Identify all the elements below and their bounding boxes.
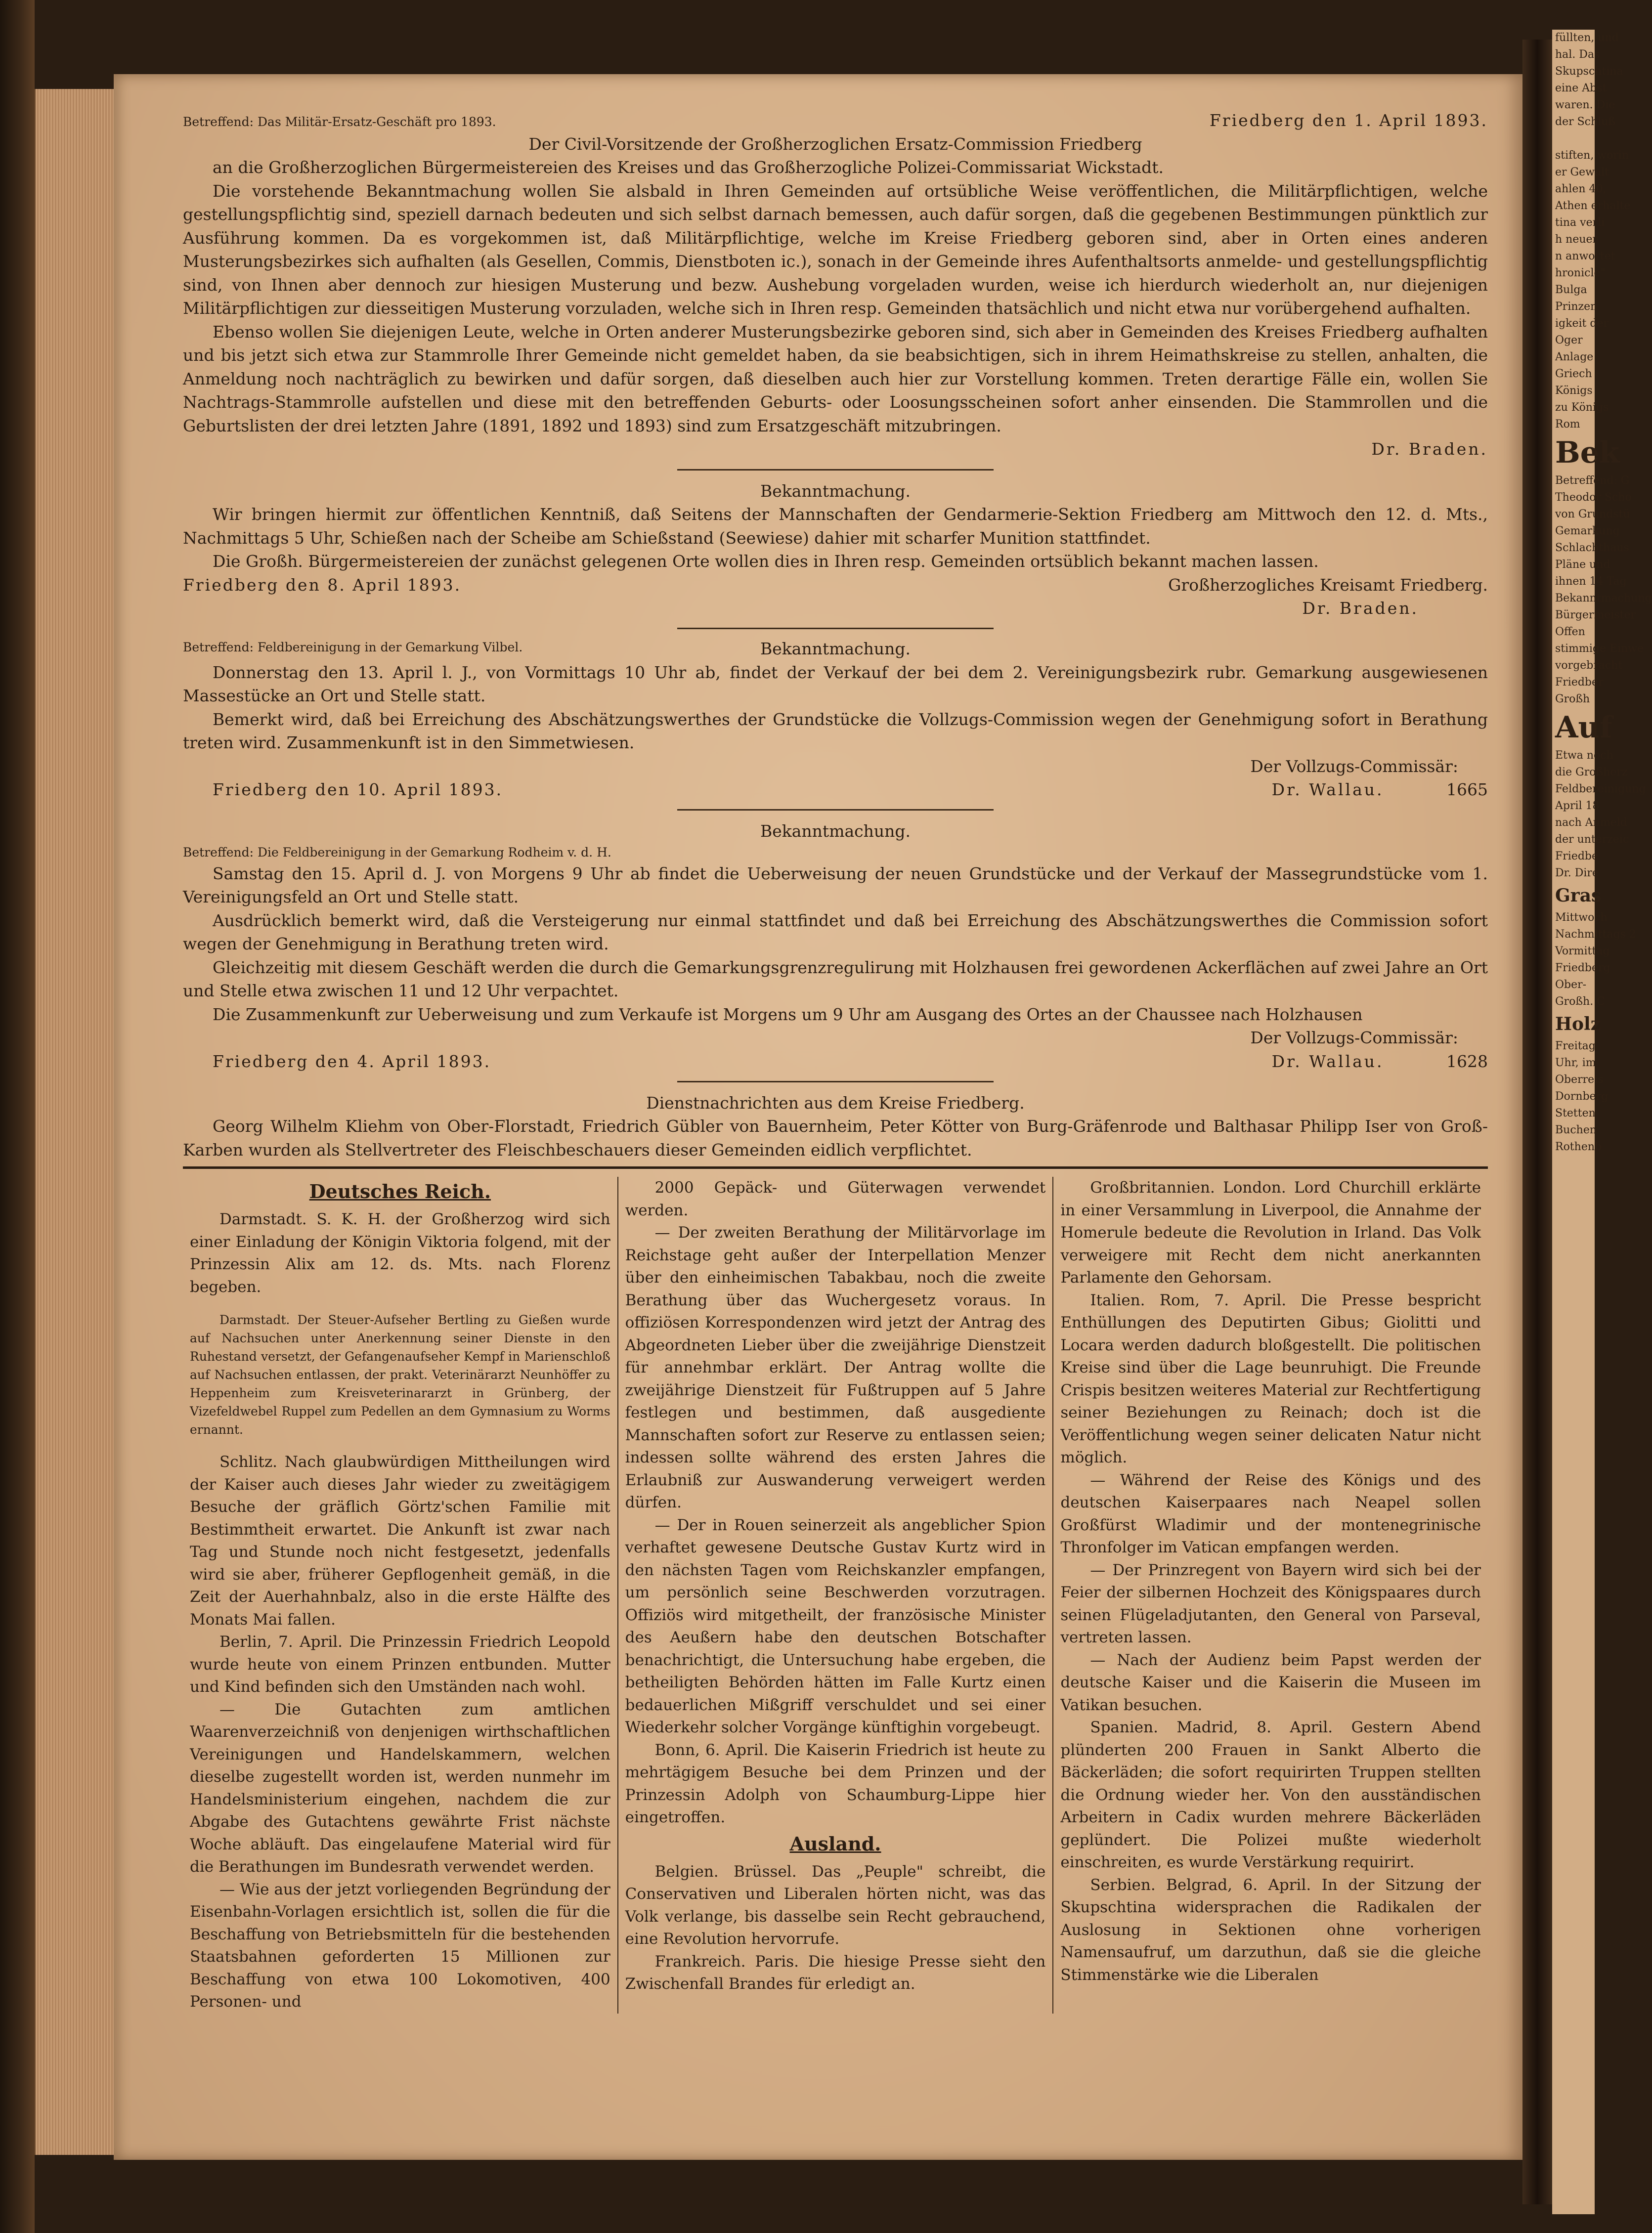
adjacent-heading: Bek	[1555, 435, 1620, 470]
adjacent-text-line: eine Abst	[1555, 82, 1607, 94]
betreff-line: Betreffend: Das Militär-Ersatz-Geschäft pro 1893.	[183, 115, 496, 129]
adjacent-text-line: er Gewalt	[1555, 166, 1609, 178]
adjacent-heading: Auf	[1555, 710, 1612, 745]
adjacent-text-line: von Grundstü	[1555, 508, 1630, 520]
notice4-title: Bekanntmachung.	[760, 821, 911, 841]
notice1-addressee: Der Civil-Vorsitzende der Großherzoglichen Ersatz-Commission Friedberg	[528, 134, 1142, 154]
notice2-text: Wir bringen hiermit zur öffentlichen Kenntniß, daß Seitens der Mannschaften der Gendarmerie-Sektion Friedberg am Mittwoch den 12. d. Mts., Nachmittags 5 Uhr, Schießen nach der Scheibe am Schießstand (Seewiese) dahier mit scharfer Munition stattfindet.	[183, 505, 1488, 548]
adjacent-text-line: Großh	[1555, 693, 1590, 705]
notice4-betreff: Betreffend: Die Feldbereinigung in der Gemarkung Rodheim v. d. H.	[183, 845, 611, 859]
separator-rule	[677, 1081, 994, 1082]
adjacent-text-line: Anlage	[1555, 351, 1594, 363]
adjacent-text-line: Königs	[1555, 385, 1593, 397]
adjacent-text-line: Pläne und	[1555, 558, 1610, 571]
news-item: — Nach der Audienz beim Papst werden der deutsche Kaiser und die Kaiserin die Museen im Vatikan besuchen.	[1060, 1651, 1481, 1714]
page-stack-edge	[35, 89, 125, 2155]
notice3-text-2: Bemerkt wird, daß bei Erreichung des Abschätzungswerthes der Grundstücke die Vollzugs-Commission wegen der Genehmigung sofort in Berathung treten wird. Zusammenkunft ist in den Simmetwiesen.	[183, 709, 1488, 752]
adjacent-text-line	[1552, 130, 1595, 147]
column-section-divider	[183, 1166, 1488, 1169]
notice4-authority: Der Vollzugs-Commissär:	[1250, 1028, 1458, 1047]
news-item: Italien. Rom, 7. April. Die Presse bespricht Enthüllungen des Deputirten Gibus; Giolitti und Locara werden dadurch bloßgestellt. Die politischen Kreise sind über die Lage beunruhigt. Die Freunde Crispis besitzen weiteres Material zur Rechtfertigung seiner Beziehungen zu Reinach; doch ist die Veröffentlichung wegen seiner delicaten Natur nicht möglich.	[1060, 1291, 1481, 1466]
separator-rule	[677, 809, 994, 811]
adjacent-text-line: hal. Das	[1555, 48, 1600, 61]
notice2-date: Friedberg den 8. April 1893.	[183, 575, 462, 595]
news-item: — Wie aus der jetzt vorliegenden Begründung der Eisenbahn-Vorlagen ersichtlich ist, sollen die für die Beschaffung von Betriebsmitteln für die bestehenden Staatsbahnen geforderten 15 Millionen zur Beschaffung von etwa 100 Lokomotiven, 400 Personen- und	[190, 1880, 610, 2011]
notice4-text-2: Ausdrücklich bemerkt wird, daß die Versteigerung nur einmal stattfindet und daß bei Erreichung des Abschätzungswerthes die Commission sofort wegen der Genehmigung in Berathung treten wird.	[183, 910, 1488, 953]
adjacent-text-line: h neuer	[1555, 233, 1598, 246]
adjacent-text-line: Friedbe	[1555, 850, 1599, 862]
notice2-signature-row	[183, 573, 1488, 597]
adjacent-text-line: Vormittag	[1555, 945, 1610, 957]
news-item: — Der Prinzregent von Bayern wird sich bei der Feier der silbernen Hochzeit des Königspaares durch seinen Flügeladjutanten, den General von Parseval, vertreten lassen.	[1060, 1561, 1481, 1646]
notice3-signature-row	[183, 778, 1488, 801]
notice4-text-3: Gleichzeitig mit diesem Geschäft werden die durch die Gemarkungsgrenzregulirung mit Holzhausen frei gewordenen Ackerflächen auf zwei Jahre an Ort und Stelle etwa zwischen 11 und 12 Uhr verpachtet.	[183, 957, 1488, 1000]
adjacent-text-line: Dornberg	[1555, 1090, 1609, 1103]
notice4-date: Friedberg den 4. April 1893.	[213, 1051, 491, 1071]
adjacent-text-block	[1552, 1038, 1609, 1156]
adjacent-text-line: Nachmittags 2	[1555, 928, 1636, 941]
adjacent-text-line: Großh. C	[1555, 995, 1606, 1008]
notice2-text-2: Die Großh. Bürgermeistereien der zunächst gelegenen Orte wollen dies in Ihren resp. Gemeinden ortsüblich bekannt machen lassen.	[213, 552, 1319, 571]
adjacent-text-line: Griech	[1555, 368, 1592, 380]
adjacent-text-line: Stetten	[1555, 1107, 1596, 1119]
news-item: — Während der Reise des Königs und des deutschen Kaiserpaares nach Neapel sollen Großfürst Wladimir und der montenegrinische Thronfolger im Vatican empfangen werden.	[1060, 1471, 1481, 1556]
adjacent-text-line: Schlachthaus	[1555, 542, 1629, 554]
news-item: — Die Gutachten zum amtlichen Waarenverzeichniß von denjenigen wirthschaftlichen Vereinigungen und Handelskammern, welchen dieselbe zugestellt worden ist, werden nunmehr im Handelsministerium eingehen, nachdem die zur Abgabe des Gutachtens gewährte Frist nächste Woche abläuft. Das eingelaufene Material wird für die Berathungen im Bundesrath verwendet werden.	[190, 1700, 610, 1876]
adjacent-text-line: Offen	[1555, 626, 1585, 638]
news-item: Bonn, 6. April. Die Kaiserin Friedrich ist heute zu mehrtägigem Besuche bei dem Prinzen und der Prinzessin Adolph von Schaumburg-Lippe hier eingetroffen.	[625, 1741, 1046, 1826]
notice2-title: Bekanntmachung.	[760, 481, 911, 501]
adjacent-text-line: Gemarkung	[1555, 525, 1620, 537]
adjacent-text-line: waren. Die	[1555, 99, 1615, 111]
adjacent-text-line: stiften, worin	[1555, 149, 1629, 162]
adjacent-text-line: Friedberg	[1555, 962, 1610, 974]
adjacent-text-line: Oberreis	[1555, 1074, 1604, 1086]
header-line	[183, 109, 1488, 132]
adjacent-text-line: Mittwoch	[1555, 911, 1608, 924]
adjacent-text-line: zu Königs	[1555, 401, 1609, 414]
news-item: Großbritannien. London. Lord Churchill erklärte in einer Versammlung in Liverpool, die Annahme der Homerule bedeute die Revolution in Irland. Das Volk verweigere mit Recht dem nicht anerkannten Parlamente den Gehorsam.	[1060, 1179, 1481, 1287]
news-column-3	[1053, 1177, 1488, 2014]
dateline: Friedberg den 1. April 1893.	[1209, 111, 1488, 130]
news-item: 2000 Gepäck- und Güterwagen verwendet werden.	[625, 1179, 1046, 1219]
adjacent-text-line: tina verli	[1555, 216, 1605, 229]
notice3-text: Donnerstag den 13. April l. J., von Vormittags 10 Uhr ab, findet der Verkauf der bei dem 2. Vereinigungsbezirk rubr. Gemarkung ausgewiesenen Massestücke an Ort und Stelle statt.	[183, 662, 1488, 705]
notice2-signature: Dr. Braden.	[1302, 598, 1419, 618]
adjacent-text-line: Skupschtina	[1555, 65, 1623, 78]
adjacent-text-line: n anwortet	[1555, 250, 1615, 262]
adjacent-text-line: der Schluß	[1555, 116, 1616, 128]
news-item: — Der in Rouen seinerzeit als angeblicher Spion verhaftet gewesene Deutsche Gustav Kurtz wird in den nächsten Tagen vom Reichskanzler empfangen, um persönlich seine Beschwerden vorzutragen. Offiziös wird mitgetheilt, der französische Minister des Aeußern habe den deutschen Botschafter benachrichtigt, die Untersuchung habe ergeben, die betheiligten Behörden hätten im Falle Kurtz einen bedauerlichen Mißgriff verschuldet und sei einer Wiederkehr solcher Vorgänge künftighin vorgebeugt.	[625, 1516, 1046, 1736]
news-item: Belgien. Brüssel. Das „Peuple" schreibt, die Conservativen und Liberalen hörten nicht, was das Volk verlange, bis dasselbe sein Recht gebrauchend, eine Revolution hervorrufe.	[625, 1862, 1046, 1948]
news-item: Spanien. Madrid, 8. April. Gestern Abend plünderten 200 Frauen in Sankt Alberto die Bäckerläden; die sofort requirirten Truppen stellten die Ordnung wieder her. Von den ausständischen Arbeitern in Cadix wurden mehrere Bäckerläden geplündert. Die Polizei mußte wiederholt einschreiten, es wurde Verstärkung requirirt.	[1060, 1718, 1481, 1871]
adjacent-text-line: ihnen 14 Tag	[1555, 575, 1627, 588]
news-item: Frankreich. Paris. Die hiesige Presse sieht den Zwischenfall Brandes für erledigt an.	[625, 1952, 1046, 1993]
page-content	[183, 109, 1488, 2014]
news-column-1	[183, 1177, 618, 2014]
adjacent-text-block	[1552, 909, 1636, 1010]
adjacent-heading: Gras	[1555, 885, 1602, 906]
separator-rule	[677, 469, 994, 471]
adjacent-text-line: April 18	[1555, 800, 1600, 812]
adjacent-text-line: Bürgermeister	[1555, 609, 1636, 621]
section-title-ausland: Ausland.	[789, 1832, 881, 1855]
adjacent-page-fragment	[1552, 30, 1652, 2214]
separator-rule	[677, 628, 994, 629]
news-item: — Der zweiten Berathung der Militärvorlage im Reichstage geht außer der Interpellation Menzer über den einheimischen Tabakbau, noch die zweite Berathung über das Wuchergesetz voraus. In offiziösen Korrespondenzen wird jetzt der Antrag des Abgeordneten Lieber über die zweijährige Dienstzeit für annehmbar erklärt. Der Antrag wollte die zweijährige Dienstzeit für Fußtruppen auf 5 Jahre festlegen und bestimmen, daß ausgediente Mannschaften sofort zur Reserve zu entlassen seien; indessen sollte während des ersten Jahres die Erlaubniß zur Auswanderung verweigert werden dürfen.	[625, 1224, 1046, 1511]
section-title-deutsches-reich: Deutsches Reich.	[309, 1180, 491, 1202]
notice1-paragraph-2: Ebenso wollen Sie diejenigen Leute, welche in Orten anderer Musterungsbezirke geboren sind, sich aber in Gemeinden des Kreises Friedberg aufhalten und bis jetzt sich etwa zur Stammrolle Ihrer Gemeinde nicht gemeldet haben, da sie beabsichtigen, sich in ihrem Heimathskreise zu stellen, anhalten, die Anmeldung noch nachträglich zu bewirken und dafür sorgen, daß dieselben auch hier zur Vorstellung kommen. Treten derartige Fälle ein, wollen Sie Nachtrags-Stammrolle aufstellen und diese mit den betreffenden Geburts- oder Loosungsscheinen sofort anher einsenden. Die Stammrollen und die Geburtslisten der drei letzten Jahre (1891, 1892 und 1893) sind zum Ersatzgeschäft mitzubringen.	[183, 322, 1488, 435]
notice4-signature-row	[183, 1050, 1488, 1073]
news-item: Darmstadt. Der Steuer-Aufseher Bertling zu Gießen wurde auf Nachsuchen unter Anerkennung seiner Dienste in den Ruhestand versetzt, der Gefangenaufseher Kempf in Marienschloß auf Nachsuchen entlassen, der prakt. Veterinärarzt Neunhöffer zu Heppenheim zum Kreisveterinararzt in Grünberg, der Vizefeldwebel Ruppel zum Pedellen an dem Gymnasium zu Worms ernannt.	[190, 1313, 610, 1437]
adjacent-text-line: vorgebracht	[1555, 659, 1623, 672]
adjacent-text-line: Buchen	[1555, 1124, 1597, 1136]
news-item: Schlitz. Nach glaubwürdigen Mittheilungen wird der Kaiser auch dieses Jahr wieder zu zweitägigem Besuche der gräflich Görtz'schen Familie mit Bestimmtheit erwartet. Die Ankunft ist zwar nach Tag und Stunde noch nicht festgesetzt, jedenfalls wird sie aber, früherer Gepflogenheit gemäß, in die Zeit der Auerhahnbalz, also in die erste Hälfte des Monats Mai fallen.	[190, 1453, 610, 1629]
notice5-text: Georg Wilhelm Kliehm von Ober-Florstadt, Friedrich Gübler von Bauernheim, Peter Kötter von Burg-Gräfenrode und Balthasar Philipp Iser von Groß-Karben wurden als Stellvertreter des Fleischbeschauers dieser Gemeinden eidlich verpflichtet.	[183, 1116, 1488, 1159]
adjacent-text-line: Rothenb	[1555, 1141, 1602, 1153]
notice3-authority: Der Vollzugs-Commissär:	[1250, 756, 1458, 776]
adjacent-text-line: Etwa noch	[1555, 749, 1613, 762]
news-item: Berlin, 7. April. Die Prinzessin Friedrich Leopold wurde heute von einem Prinzen entbunden. Mutter und Kind befinden sich den Umständen nach wohl.	[190, 1633, 610, 1696]
adjacent-text-line: Uhr, im	[1555, 1057, 1596, 1069]
notice3-betreff: Betreffend: Feldbereinigung in der Gemarkung Vilbel.	[183, 640, 523, 654]
adjacent-text-line: Bekanntmachung	[1555, 592, 1652, 604]
adjacent-text-line: stimmige Einwe	[1555, 643, 1644, 655]
book-gutter	[1522, 40, 1552, 2204]
adjacent-text-line: nach Anmeld	[1555, 816, 1627, 829]
book-binding	[0, 0, 35, 2233]
adjacent-text-line: Friedber	[1555, 676, 1604, 688]
notice4-number: 1628	[1446, 1051, 1488, 1071]
notice1-paragraph-1: Die vorstehende Bekanntmachung wollen Sie alsbald in Ihren Gemeinden auf ortsübliche Weise veröffentlichen, die Militärpflichtigen, welche gestellungspflichtig sind, speziell darnach bedeuten und sich selbst darnach bemessen, auch dafür sorgen, daß die gegebenen Bestimmungen pünktlich zur Ausführung kommen. Da es vorgekommen ist, daß Militärpflichtige, welche im Kreise Friedberg geboren sind, aber in Orten eines anderen Musterungsbezirkes sich aufhalten (als Gesellen, Commis, Dienstboten ic.), sonach in der Gemeinde ihres Aufenthaltsorts anmelde- und gestellungspflichtig sind, von Ihnen aber dennoch zur hiesigen Musterung und bezw. Aushebung vorgeladen wurden, weise ich hierdurch wiederholt an, nur diejenigen Militärpflichtigen zur diesseitigen Musterung vorzuladen, welche sich in Ihren resp. Gemeinden thatsächlich und nicht etwa nur vorübergehend aufhalten.	[183, 181, 1488, 318]
adjacent-text-line: füllten, und	[1555, 32, 1619, 44]
adjacent-text-line: die Großherz	[1555, 766, 1628, 778]
adjacent-text-block	[1552, 30, 1631, 433]
notice3-number: 1665	[1446, 780, 1488, 799]
adjacent-text-line: Freitag	[1555, 1040, 1596, 1052]
news-column-2	[618, 1177, 1054, 2014]
notice3-date: Friedberg den 10. April 1893.	[213, 780, 503, 799]
adjacent-text-line: Rom	[1555, 418, 1580, 430]
notice2-authority: Großherzogliches Kreisamt Friedberg.	[1168, 575, 1488, 595]
adjacent-text-line: hronicle"	[1555, 267, 1606, 279]
adjacent-text-line: Bulga	[1555, 284, 1587, 296]
adjacent-text-line: der unterzeic	[1555, 833, 1629, 846]
notice5-title: Dienstnachrichten aus dem Kreise Friedberg.	[646, 1093, 1025, 1113]
adjacent-text-block	[1552, 472, 1652, 708]
newspaper-page	[114, 74, 1522, 2160]
adjacent-text-line: Oger	[1555, 334, 1583, 346]
adjacent-text-line: Feldbereinigung	[1555, 783, 1646, 795]
adjacent-text-line: Athen erhalte	[1555, 200, 1631, 212]
notice4-signature-block	[1272, 1050, 1488, 1073]
adjacent-text-line: Dr. Dire	[1555, 867, 1599, 879]
news-columns	[183, 1177, 1488, 2014]
notice1-signature: Dr. Braden.	[1371, 439, 1488, 459]
notice4-signature: Dr. Wallau.	[1271, 1051, 1384, 1071]
news-item: Darmstadt. S. K. H. der Großherzog wird sich einer Einladung der Königin Viktoria folgend, mit der Prinzessin Alix am 12. ds. Mts. nach Florenz begeben.	[190, 1210, 610, 1296]
notice4-text-4: Die Zusammenkunft zur Ueberweisung und zum Verkaufe ist Morgens um 9 Uhr am Ausgang des Ortes an der Chaussee nach Holzhausen	[213, 1004, 1363, 1024]
adjacent-text-block	[1552, 747, 1646, 882]
adjacent-text-line: igkeit der	[1555, 317, 1609, 330]
notice3-signature: Dr. Wallau.	[1271, 780, 1384, 799]
adjacent-text-line: Ober-	[1555, 979, 1587, 991]
notice3-signature-block	[1272, 778, 1488, 801]
adjacent-text-line: Theodor Scho	[1555, 491, 1632, 504]
adjacent-heading: Holz	[1555, 1014, 1601, 1034]
adjacent-text-line: Prinzen	[1555, 301, 1598, 313]
news-item: Serbien. Belgrad, 6. April. In der Sitzung der Skupschtina widersprachen die Radikalen der Auslosung in Sektionen ohne vorherigen Namensaufruf, um darzuthun, daß sie die gleiche Stimmenstärke wie die Liberalen	[1060, 1876, 1481, 1984]
notice3-title: Bekanntmachung.	[760, 639, 911, 658]
adjacent-text-line: ahlen 40,	[1555, 183, 1607, 195]
notice4-text: Samstag den 15. April d. J. von Morgens 9 Uhr ab findet die Ueberweisung der neuen Grundstücke und der Verkauf der Massegrundstücke vom 1. Vereinigungsfeld an Ort und Stelle statt.	[183, 863, 1488, 906]
notice1-addressee-2: an die Großherzoglichen Bürgermeistereien des Kreises und das Großherzogliche Polizei-Commissariat Wickstadt.	[213, 158, 1164, 177]
adjacent-text-line: Betreffend: G	[1555, 474, 1630, 487]
